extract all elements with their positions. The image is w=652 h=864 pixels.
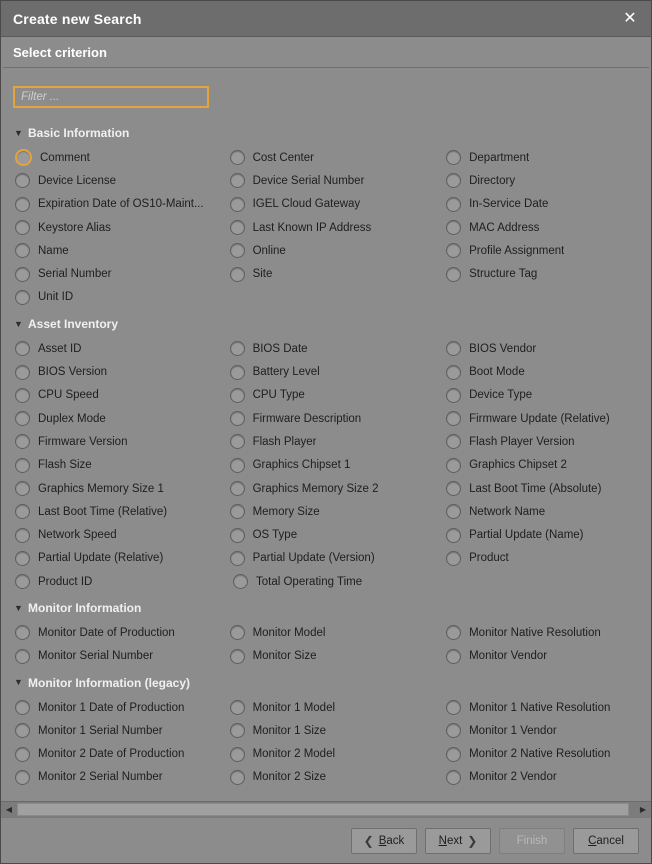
radio-button[interactable] xyxy=(15,197,30,212)
criteria-label: Memory Size xyxy=(252,505,320,518)
radio-button[interactable] xyxy=(15,434,30,449)
criteria-option[interactable] xyxy=(230,477,447,500)
criteria-label: Duplex Mode xyxy=(38,412,106,425)
criteria-option[interactable] xyxy=(446,719,639,742)
criteria-option[interactable] xyxy=(446,146,639,169)
scrollbar-track[interactable] xyxy=(17,802,635,817)
next-button[interactable] xyxy=(425,828,491,854)
criteria-row xyxy=(13,407,639,430)
criteria-row xyxy=(13,262,639,285)
criteria-row xyxy=(13,719,639,742)
radio-button[interactable] xyxy=(230,700,245,715)
criteria-label: Firmware Description xyxy=(252,412,362,425)
criteria-label: Keystore Alias xyxy=(38,221,111,234)
criteria-label: Firmware Update (Relative) xyxy=(469,412,610,425)
radio-button[interactable] xyxy=(15,504,30,519)
radio-button[interactable] xyxy=(230,243,245,258)
radio-button[interactable] xyxy=(230,220,245,235)
criteria-option[interactable] xyxy=(230,216,447,239)
criteria-option[interactable] xyxy=(13,621,230,644)
criteria-option[interactable] xyxy=(233,570,453,593)
criteria-label: Monitor 2 Size xyxy=(252,771,327,784)
criteria-label: Structure Tag xyxy=(469,268,538,281)
radio-button[interactable] xyxy=(230,434,245,449)
criteria-label: Graphics Chipset 1 xyxy=(252,459,351,472)
criteria-option[interactable] xyxy=(230,645,447,668)
radio-button[interactable] xyxy=(446,504,461,519)
radio-button[interactable] xyxy=(15,649,30,664)
criteria-row xyxy=(13,766,639,789)
criteria-row xyxy=(13,360,639,383)
criteria-option[interactable] xyxy=(13,262,230,285)
criteria-option[interactable] xyxy=(13,500,230,523)
radio-button[interactable] xyxy=(230,747,245,762)
criteria-option[interactable] xyxy=(13,766,230,789)
criteria-option[interactable] xyxy=(446,743,639,766)
criteria-label: OS Type xyxy=(252,529,298,542)
radio-button[interactable] xyxy=(230,723,245,738)
radio-button[interactable] xyxy=(446,551,461,566)
group-title: Monitor Information xyxy=(28,601,142,616)
radio-button[interactable] xyxy=(446,528,461,543)
criteria-label: BIOS Date xyxy=(252,342,308,355)
criteria-label: Expiration Date of OS10-Maint... xyxy=(38,198,204,211)
triangle-right-icon[interactable]: ▶ xyxy=(635,802,651,817)
criteria-row xyxy=(13,337,639,360)
chevron-down-icon[interactable]: ▼ xyxy=(14,318,23,329)
criteria-row xyxy=(13,146,639,169)
radio-button[interactable] xyxy=(15,388,30,403)
group-header[interactable] xyxy=(13,122,639,144)
criteria-option[interactable] xyxy=(230,766,447,789)
criteria-option[interactable] xyxy=(446,696,639,719)
radio-button[interactable] xyxy=(15,770,30,785)
criteria-option[interactable] xyxy=(13,384,230,407)
criteria-label: Online xyxy=(252,244,286,257)
close-icon[interactable]: ✕ xyxy=(623,9,637,27)
criteria-option[interactable] xyxy=(230,719,447,742)
criteria-label: Partial Update (Name) xyxy=(469,529,584,542)
criteria-label: MAC Address xyxy=(469,221,540,234)
triangle-left-icon[interactable]: ◀ xyxy=(1,802,17,817)
criteria-option[interactable] xyxy=(13,216,230,239)
radio-button[interactable] xyxy=(446,411,461,426)
criteria-label: BIOS Vendor xyxy=(469,342,537,355)
criteria-option[interactable] xyxy=(446,262,639,285)
criteria-option[interactable] xyxy=(446,239,639,262)
wizard-step-title: Select criterion xyxy=(13,44,107,60)
criteria-label: Profile Assignment xyxy=(469,244,565,257)
criteria-option[interactable] xyxy=(13,430,230,453)
radio-button[interactable] xyxy=(230,411,245,426)
criteria-option[interactable] xyxy=(446,407,639,430)
criteria-option[interactable] xyxy=(13,477,230,500)
criteria-label: Partial Update (Version) xyxy=(252,552,375,565)
wizard-step-header xyxy=(1,37,651,67)
criteria-row xyxy=(13,193,639,216)
criteria-option[interactable] xyxy=(13,407,230,430)
radio-button[interactable] xyxy=(446,649,461,664)
radio-button[interactable] xyxy=(230,625,245,640)
radio-button[interactable] xyxy=(446,365,461,380)
criteria-row xyxy=(13,500,639,523)
criteria-row xyxy=(13,169,639,192)
radio-button[interactable] xyxy=(446,243,461,258)
radio-button[interactable] xyxy=(15,149,32,166)
next-label: Next xyxy=(438,834,463,847)
group-header[interactable] xyxy=(13,597,639,619)
criteria-label: Monitor 1 Vendor xyxy=(469,724,557,737)
criteria-option[interactable] xyxy=(446,523,639,546)
criteria-list xyxy=(1,118,651,801)
radio-button[interactable] xyxy=(230,551,245,566)
criteria-label: Monitor Model xyxy=(252,626,326,639)
radio-button[interactable] xyxy=(446,388,461,403)
criteria-row xyxy=(13,216,639,239)
criteria-label: Battery Level xyxy=(252,366,320,379)
criteria-option[interactable] xyxy=(446,621,639,644)
cancel-label-rest: ancel xyxy=(596,834,624,847)
criteria-label: Monitor 2 Serial Number xyxy=(38,771,163,784)
radio-button[interactable] xyxy=(230,365,245,380)
criteria-label: Last Known IP Address xyxy=(252,221,372,234)
criteria-option[interactable] xyxy=(13,523,230,546)
criteria-label: Product ID xyxy=(38,575,93,588)
criteria-option[interactable] xyxy=(230,743,447,766)
criteria-option[interactable] xyxy=(230,262,447,285)
radio-button[interactable] xyxy=(15,290,30,305)
criteria-label: IGEL Cloud Gateway xyxy=(252,198,361,211)
radio-button[interactable] xyxy=(230,481,245,496)
criteria-label: Firmware Version xyxy=(38,435,128,448)
chevron-down-icon[interactable]: ▼ xyxy=(14,602,23,613)
criteria-row xyxy=(13,384,639,407)
chevron-down-icon[interactable]: ▼ xyxy=(14,127,23,138)
criteria-label: Device Type xyxy=(469,389,533,402)
criteria-option[interactable] xyxy=(230,169,447,192)
radio-button[interactable] xyxy=(15,243,30,258)
criteria-label: Asset ID xyxy=(38,342,82,355)
back-button[interactable] xyxy=(351,828,417,854)
criteria-label: Monitor Size xyxy=(252,650,317,663)
radio-button[interactable] xyxy=(446,481,461,496)
criteria-label: Last Boot Time (Relative) xyxy=(38,505,168,518)
criteria-label: BIOS Version xyxy=(38,366,108,379)
group-header[interactable] xyxy=(13,313,639,335)
radio-button[interactable] xyxy=(446,458,461,473)
criteria-option[interactable] xyxy=(13,696,230,719)
criteria-option[interactable] xyxy=(446,430,639,453)
criteria-option[interactable] xyxy=(446,193,639,216)
criteria-option[interactable] xyxy=(13,169,230,192)
criteria-row xyxy=(13,570,639,593)
criteria-label: Department xyxy=(469,151,530,164)
criteria-label: Monitor Native Resolution xyxy=(469,626,601,639)
criteria-label: Monitor 1 Serial Number xyxy=(38,724,163,737)
criteria-option[interactable] xyxy=(13,719,230,742)
criteria-option[interactable] xyxy=(230,621,447,644)
radio-button[interactable] xyxy=(15,625,30,640)
criteria-label: Monitor 2 Date of Production xyxy=(38,748,185,761)
criteria-label: In-Service Date xyxy=(469,198,549,211)
radio-button[interactable] xyxy=(446,267,461,282)
criteria-label: Boot Mode xyxy=(469,366,525,379)
criteria-option[interactable] xyxy=(230,407,447,430)
criteria-option[interactable] xyxy=(13,146,230,169)
criteria-option[interactable] xyxy=(230,523,447,546)
criteria-option[interactable] xyxy=(230,384,447,407)
radio-button[interactable] xyxy=(15,574,30,589)
radio-button[interactable] xyxy=(446,434,461,449)
criteria-option[interactable] xyxy=(230,500,447,523)
criteria-option[interactable] xyxy=(230,547,447,570)
criteria-row xyxy=(13,430,639,453)
criteria-label: Monitor 1 Size xyxy=(252,724,327,737)
radio-button[interactable] xyxy=(230,458,245,473)
criteria-option[interactable] xyxy=(446,645,639,668)
radio-button[interactable] xyxy=(230,528,245,543)
criteria-option[interactable] xyxy=(13,286,233,309)
criteria-option[interactable] xyxy=(446,216,639,239)
criteria-row xyxy=(13,696,639,719)
criteria-option[interactable] xyxy=(446,337,639,360)
radio-button[interactable] xyxy=(15,173,30,188)
radio-button[interactable] xyxy=(230,341,245,356)
finish-button[interactable] xyxy=(499,828,565,854)
radio-button[interactable] xyxy=(15,481,30,496)
title-bar xyxy=(1,1,651,37)
criteria-label: Site xyxy=(252,268,273,281)
radio-button[interactable] xyxy=(446,770,461,785)
chevron-down-icon[interactable]: ▼ xyxy=(14,677,23,688)
radio-button[interactable] xyxy=(15,458,30,473)
radio-button[interactable] xyxy=(230,770,245,785)
criteria-row xyxy=(13,645,639,668)
criteria-label: Graphics Memory Size 2 xyxy=(252,482,379,495)
criteria-row xyxy=(13,286,639,309)
radio-button[interactable] xyxy=(230,388,245,403)
criteria-option[interactable] xyxy=(230,696,447,719)
criteria-option[interactable] xyxy=(13,360,230,383)
criteria-option[interactable] xyxy=(13,645,230,668)
radio-button[interactable] xyxy=(446,625,461,640)
criteria-label: Device License xyxy=(38,174,116,187)
criteria-option[interactable] xyxy=(230,430,447,453)
criteria-option[interactable] xyxy=(13,454,230,477)
criteria-row xyxy=(13,743,639,766)
criteria-option[interactable] xyxy=(230,360,447,383)
criteria-label: Monitor 1 Date of Production xyxy=(38,701,185,714)
criteria-row xyxy=(13,523,639,546)
criteria-label: Device Serial Number xyxy=(252,174,365,187)
criteria-option[interactable] xyxy=(13,743,230,766)
radio-button[interactable] xyxy=(446,723,461,738)
criteria-option[interactable] xyxy=(230,454,447,477)
radio-button[interactable] xyxy=(15,411,30,426)
criteria-label: Monitor 1 Native Resolution xyxy=(469,701,611,714)
criteria-option[interactable] xyxy=(13,239,230,262)
criteria-option[interactable] xyxy=(446,454,639,477)
criteria-row xyxy=(13,621,639,644)
criteria-option[interactable] xyxy=(446,477,639,500)
chevron-right-icon: ❯ xyxy=(467,833,478,848)
criteria-label: Flash Player xyxy=(252,435,317,448)
radio-button[interactable] xyxy=(230,197,245,212)
radio-button[interactable] xyxy=(446,747,461,762)
criteria-option[interactable] xyxy=(230,193,447,216)
group-title: Asset Inventory xyxy=(28,317,119,332)
radio-button[interactable] xyxy=(446,197,461,212)
group-title: Monitor Information (legacy) xyxy=(28,675,190,690)
criteria-row xyxy=(13,547,639,570)
criteria-option[interactable] xyxy=(13,193,230,216)
horizontal-scrollbar[interactable] xyxy=(1,801,651,817)
criteria-label: Name xyxy=(38,244,69,257)
back-label-rest: ack xyxy=(386,834,405,847)
filter-area xyxy=(1,68,651,118)
criteria-label: Monitor Serial Number xyxy=(38,650,154,663)
criteria-label: Monitor 1 Model xyxy=(252,701,336,714)
criteria-label: Network Speed xyxy=(38,529,117,542)
radio-button[interactable] xyxy=(15,220,30,235)
criteria-option[interactable] xyxy=(446,500,639,523)
criteria-option[interactable] xyxy=(446,547,639,570)
criteria-label: Monitor 2 Model xyxy=(252,748,336,761)
criteria-label: Flash Player Version xyxy=(469,435,575,448)
criteria-label: Directory xyxy=(469,174,516,187)
criteria-label: Graphics Chipset 2 xyxy=(469,459,567,472)
radio-button[interactable] xyxy=(230,150,245,165)
criteria-label: Last Boot Time (Absolute) xyxy=(469,482,602,495)
radio-button[interactable] xyxy=(15,700,30,715)
scrollbar-thumb[interactable] xyxy=(17,803,629,816)
radio-button[interactable] xyxy=(15,365,30,380)
criteria-row xyxy=(13,454,639,477)
group-title: Basic Information xyxy=(28,126,130,140)
radio-button[interactable] xyxy=(15,747,30,762)
criteria-label: Monitor 2 Native Resolution xyxy=(469,748,611,761)
criteria-option[interactable] xyxy=(13,570,233,593)
group-header[interactable] xyxy=(13,672,639,694)
radio-button[interactable] xyxy=(446,150,461,165)
radio-button[interactable] xyxy=(233,574,248,589)
criteria-option[interactable] xyxy=(13,337,230,360)
radio-button[interactable] xyxy=(230,267,245,282)
criteria-label: Comment xyxy=(40,151,90,164)
criteria-label: Partial Update (Relative) xyxy=(38,552,164,565)
criteria-label: Serial Number xyxy=(38,268,112,281)
criteria-option[interactable] xyxy=(446,169,639,192)
criteria-label: Monitor Vendor xyxy=(469,650,548,663)
criteria-label: Cost Center xyxy=(252,151,314,164)
radio-button[interactable] xyxy=(446,700,461,715)
cancel-label: Cancel xyxy=(588,834,624,847)
criteria-option[interactable] xyxy=(230,146,447,169)
cancel-button[interactable] xyxy=(573,828,639,854)
criteria-row xyxy=(13,239,639,262)
radio-button[interactable] xyxy=(15,528,30,543)
criteria-label: Total Operating Time xyxy=(256,575,363,588)
criteria-option[interactable] xyxy=(230,239,447,262)
criteria-label: Unit ID xyxy=(38,291,74,304)
criteria-option[interactable] xyxy=(446,384,639,407)
radio-button[interactable] xyxy=(15,551,30,566)
criteria-label: Graphics Memory Size 1 xyxy=(38,482,164,495)
radio-button[interactable] xyxy=(446,173,461,188)
chevron-left-icon: ❮ xyxy=(363,833,374,848)
radio-button[interactable] xyxy=(230,649,245,664)
dialog-footer xyxy=(1,817,651,863)
radio-button[interactable] xyxy=(446,341,461,356)
criteria-label: CPU Speed xyxy=(38,389,99,402)
radio-button[interactable] xyxy=(446,220,461,235)
criteria-row xyxy=(13,477,639,500)
criteria-label: Monitor 2 Vendor xyxy=(469,771,557,784)
finish-label: Finish xyxy=(516,834,548,847)
radio-button[interactable] xyxy=(15,341,30,356)
window-title: Create new Search xyxy=(13,10,142,27)
criteria-option[interactable] xyxy=(446,766,639,789)
criteria-label: Flash Size xyxy=(38,459,92,472)
back-label: Back xyxy=(378,834,405,847)
criteria-label: Product xyxy=(469,552,509,565)
criteria-option[interactable] xyxy=(446,360,639,383)
filter-input[interactable] xyxy=(13,86,209,108)
criteria-label: Monitor Date of Production xyxy=(38,626,175,639)
radio-button[interactable] xyxy=(230,173,245,188)
radio-button[interactable] xyxy=(230,504,245,519)
radio-button[interactable] xyxy=(15,723,30,738)
criteria-option[interactable] xyxy=(230,337,447,360)
radio-button[interactable] xyxy=(15,267,30,282)
next-label-rest: ext xyxy=(446,834,463,847)
criteria-label: CPU Type xyxy=(252,389,305,402)
criteria-option[interactable] xyxy=(13,547,230,570)
criteria-label: Network Name xyxy=(469,505,546,518)
